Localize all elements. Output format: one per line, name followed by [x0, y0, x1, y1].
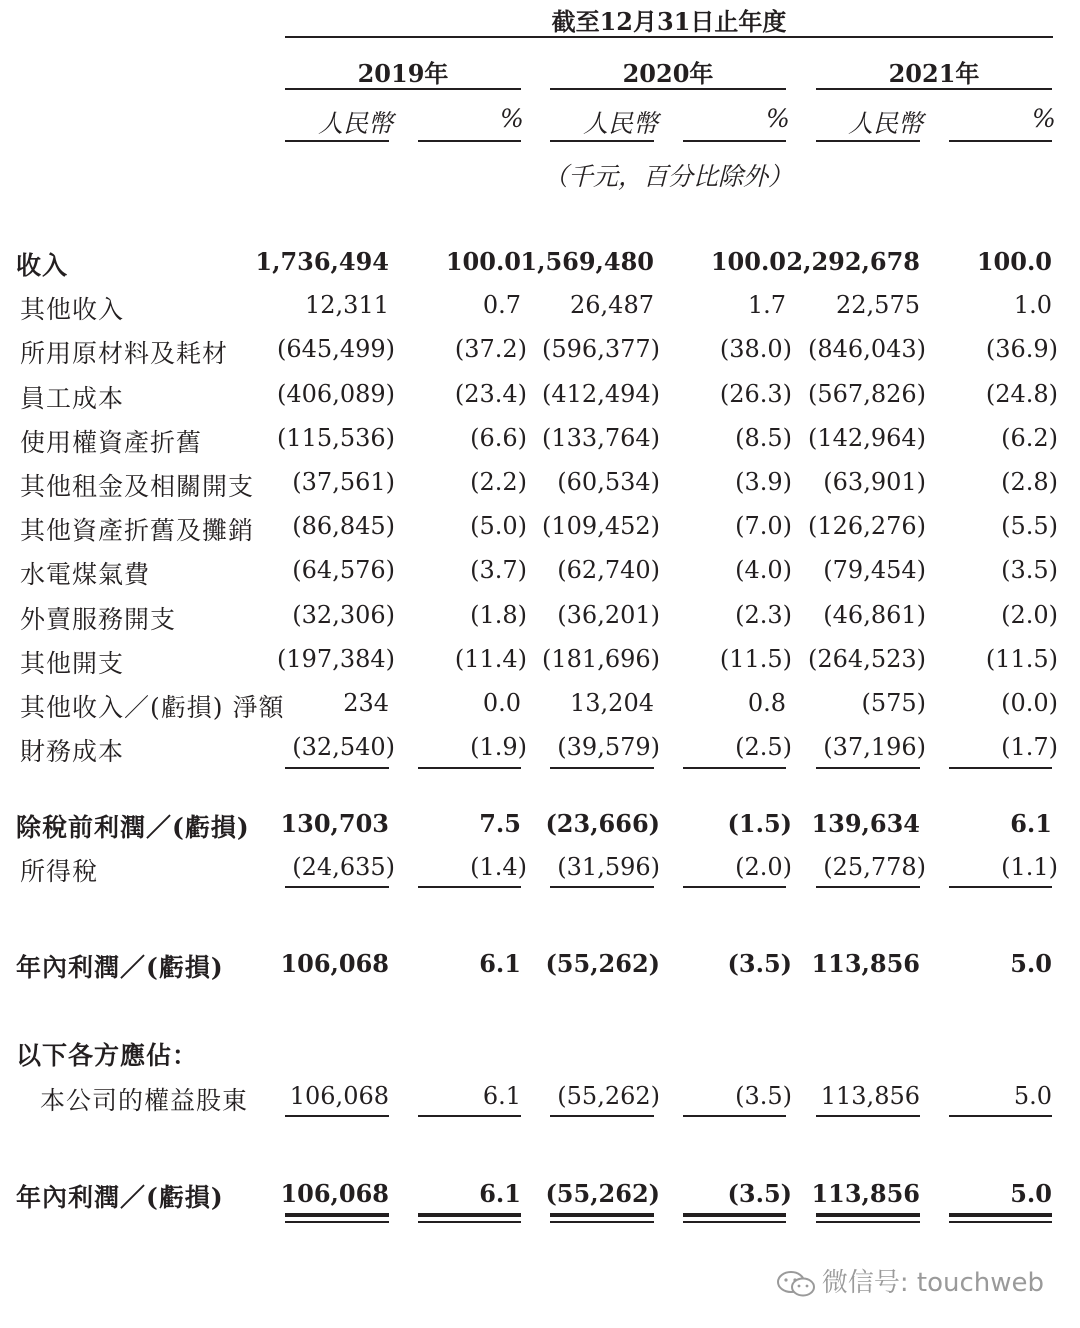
rmb-value: 12,311: [305, 291, 389, 319]
rmb-value: (55,262): [545, 949, 660, 978]
column-underline: [418, 1221, 521, 1223]
rmb-value: 106,068: [280, 1179, 389, 1208]
pct-value: (1.4): [470, 853, 527, 881]
column-underline: [683, 1115, 786, 1117]
row-label: 其他資產折舊及攤銷: [20, 516, 255, 545]
pct-value: 5.0: [1013, 1082, 1052, 1110]
rmb-value: (126,276): [808, 512, 926, 540]
rmb-label: 人民幣: [318, 109, 394, 138]
pct-value: (11.5): [985, 645, 1058, 673]
pct-value: 0.0: [482, 689, 521, 717]
sub-underline: [949, 140, 1052, 142]
pct-value: (23.4): [454, 380, 527, 408]
column-underline: [285, 767, 389, 769]
pct-value: 6.1: [479, 1179, 521, 1208]
rmb-value: (264,523): [808, 645, 926, 673]
sub-underline: [683, 140, 786, 142]
rmb-value: 113,856: [811, 949, 920, 978]
watermark: [776, 1262, 1044, 1299]
pct-value: 100.0: [445, 247, 521, 276]
pct-value: (0.0): [1001, 689, 1058, 717]
rmb-value: 106,068: [289, 1082, 389, 1110]
pct-value: (3.5): [727, 949, 792, 978]
pct-value: (3.9): [735, 468, 792, 496]
year-underline: [285, 88, 521, 90]
column-underline: [418, 886, 521, 888]
year-2021: 2021年: [888, 59, 980, 88]
year-underline: [816, 88, 1052, 90]
period-underline: [285, 36, 1053, 38]
rmb-value: (55,262): [557, 1082, 660, 1110]
watermark-text: 微信号: touchweb: [821, 1268, 1044, 1298]
rmb-value: 2,292,678: [786, 247, 920, 276]
column-underline: [550, 1213, 654, 1217]
row-label: 年內利潤／(虧損): [16, 1183, 224, 1212]
pct-value: (3.5): [1001, 556, 1058, 584]
rmb-value: (55,262): [545, 1179, 660, 1208]
rmb-value: (567,826): [808, 380, 926, 408]
column-underline: [285, 1115, 389, 1117]
rmb-value: (645,499): [277, 335, 395, 363]
rmb-value: 113,856: [820, 1082, 920, 1110]
pct-value: (6.6): [470, 424, 527, 452]
sub-underline: [418, 140, 521, 142]
rmb-value: (181,696): [542, 645, 660, 673]
column-underline: [550, 767, 654, 769]
rmb-value: 1,736,494: [255, 247, 389, 276]
column-underline: [683, 767, 786, 769]
column-underline: [683, 1221, 786, 1223]
rmb-label: 人民幣: [583, 109, 659, 138]
pct-value: (3.5): [727, 1179, 792, 1208]
rmb-value: (36,201): [557, 601, 660, 629]
column-underline: [418, 1115, 521, 1117]
rmb-value: (846,043): [808, 335, 926, 363]
rmb-value: (37,561): [292, 468, 395, 496]
wechat-icon: [776, 1270, 816, 1298]
rmb-value: (63,901): [823, 468, 926, 496]
pct-value: 7.5: [479, 809, 521, 838]
pct-value: (3.5): [735, 1082, 792, 1110]
rmb-value: (25,778): [823, 853, 926, 881]
pct-value: (5.0): [470, 512, 527, 540]
pct-value: (37.2): [454, 335, 527, 363]
pct-value: 0.7: [482, 291, 521, 319]
pct-value: (2.0): [735, 853, 792, 881]
rmb-value: (115,536): [277, 424, 395, 452]
column-underline: [816, 767, 920, 769]
pct-value: 0.8: [747, 689, 786, 717]
pct-value: (1.8): [470, 601, 527, 629]
column-underline: [285, 1221, 389, 1223]
pct-value: (3.7): [470, 556, 527, 584]
pct-value: (1.5): [727, 809, 792, 838]
attributable-heading: 以下各方應佔：: [16, 1041, 199, 1070]
pct-value: (2.8): [1001, 468, 1058, 496]
rmb-value: 1,569,480: [520, 247, 654, 276]
row-label: 其他收入／(虧損) 淨額: [20, 693, 285, 722]
pct-value: 100.0: [710, 247, 786, 276]
rmb-value: 113,856: [811, 1179, 920, 1208]
pct-value: 100.0: [976, 247, 1052, 276]
rmb-value: (406,089): [277, 380, 395, 408]
column-underline: [816, 1115, 920, 1117]
rmb-value: 139,634: [811, 809, 920, 838]
rmb-value: 13,204: [570, 689, 654, 717]
pct-value: (8.5): [735, 424, 792, 452]
column-underline: [285, 1213, 389, 1217]
rmb-value: (596,377): [542, 335, 660, 363]
pct-value: (4.0): [735, 556, 792, 584]
rmb-value: (575): [861, 689, 926, 717]
pct-value: (1.7): [1001, 733, 1058, 761]
pct-label: %: [1032, 104, 1056, 133]
rmb-value: (109,452): [542, 512, 660, 540]
period-heading: 截至12月31日止年度: [551, 7, 787, 36]
pct-value: (38.0): [719, 335, 792, 363]
pct-value: 6.1: [482, 1082, 521, 1110]
column-underline: [285, 886, 389, 888]
year-2020: 2020年: [622, 59, 714, 88]
pct-value: 5.0: [1010, 1179, 1052, 1208]
sub-underline: [285, 140, 389, 142]
pct-value: (11.5): [719, 645, 792, 673]
row-label: 收入: [16, 251, 69, 280]
pct-value: (11.4): [454, 645, 527, 673]
pct-value: (7.0): [735, 512, 792, 540]
column-underline: [949, 1221, 1052, 1223]
pct-value: (6.2): [1001, 424, 1058, 452]
unit-note: （千元，百分比除外）: [542, 162, 793, 191]
column-underline: [949, 886, 1052, 888]
row-label: 除稅前利潤／(虧損): [16, 813, 250, 842]
rmb-value: (32,306): [292, 601, 395, 629]
year-2019: 2019年: [357, 59, 449, 88]
column-underline: [550, 1115, 654, 1117]
column-underline: [683, 886, 786, 888]
column-underline: [949, 1213, 1052, 1217]
sub-underline: [550, 140, 654, 142]
pct-label: %: [500, 104, 524, 133]
row-label: 外賣服務開支: [20, 605, 177, 634]
column-underline: [816, 886, 920, 888]
pct-value: (2.5): [735, 733, 792, 761]
row-label: 員工成本: [20, 384, 125, 413]
row-label: 水電煤氣費: [20, 560, 151, 589]
column-underline: [550, 1221, 654, 1223]
row-label: 其他開支: [20, 649, 125, 678]
row-label: 其他收入: [20, 295, 125, 324]
rmb-value: (37,196): [823, 733, 926, 761]
column-underline: [816, 1221, 920, 1223]
pct-value: (36.9): [985, 335, 1058, 363]
rmb-value: (133,764): [542, 424, 660, 452]
rmb-label: 人民幣: [848, 109, 924, 138]
pct-value: 1.0: [1013, 291, 1052, 319]
rmb-value: (39,579): [557, 733, 660, 761]
column-underline: [949, 1115, 1052, 1117]
pct-value: (1.1): [1001, 853, 1058, 881]
rmb-value: (412,494): [542, 380, 660, 408]
pct-value: (2.2): [470, 468, 527, 496]
row-label: 其他租金及相關開支: [20, 472, 255, 501]
rmb-value: (62,740): [557, 556, 660, 584]
rmb-value: (79,454): [823, 556, 926, 584]
rmb-value: (142,964): [808, 424, 926, 452]
row-label: 使用權資產折舊: [20, 428, 203, 457]
row-label: 所用原材料及耗材: [20, 339, 229, 368]
pct-value: (2.0): [1001, 601, 1058, 629]
rmb-value: 234: [343, 689, 389, 717]
rmb-value: (32,540): [292, 733, 395, 761]
row-label: 年內利潤／(虧損): [16, 953, 224, 982]
pct-value: (26.3): [719, 380, 792, 408]
column-underline: [418, 1213, 521, 1217]
rmb-value: 106,068: [280, 949, 389, 978]
pct-label: %: [766, 104, 790, 133]
row-label: 所得稅: [20, 857, 99, 886]
pct-value: (5.5): [1001, 512, 1058, 540]
row-label: 財務成本: [20, 737, 125, 766]
column-underline: [550, 886, 654, 888]
column-underline: [816, 1213, 920, 1217]
rmb-value: (46,861): [823, 601, 926, 629]
pct-value: (2.3): [735, 601, 792, 629]
rmb-value: (197,384): [277, 645, 395, 673]
pct-value: 6.1: [1010, 809, 1052, 838]
row-label: 本公司的權益股東: [40, 1086, 249, 1115]
pct-value: (24.8): [985, 380, 1058, 408]
pct-value: (1.9): [470, 733, 527, 761]
column-underline: [418, 767, 521, 769]
rmb-value: 22,575: [836, 291, 920, 319]
rmb-value: 130,703: [280, 809, 389, 838]
rmb-value: (60,534): [557, 468, 660, 496]
rmb-value: (31,596): [557, 853, 660, 881]
column-underline: [683, 1213, 786, 1217]
pct-value: 6.1: [479, 949, 521, 978]
rmb-value: (24,635): [292, 853, 395, 881]
sub-underline: [816, 140, 920, 142]
rmb-value: (23,666): [545, 809, 660, 838]
pct-value: 5.0: [1010, 949, 1052, 978]
rmb-value: (64,576): [292, 556, 395, 584]
rmb-value: (86,845): [292, 512, 395, 540]
rmb-value: 26,487: [570, 291, 654, 319]
pct-value: 1.7: [747, 291, 786, 319]
column-underline: [949, 767, 1052, 769]
year-underline: [550, 88, 786, 90]
